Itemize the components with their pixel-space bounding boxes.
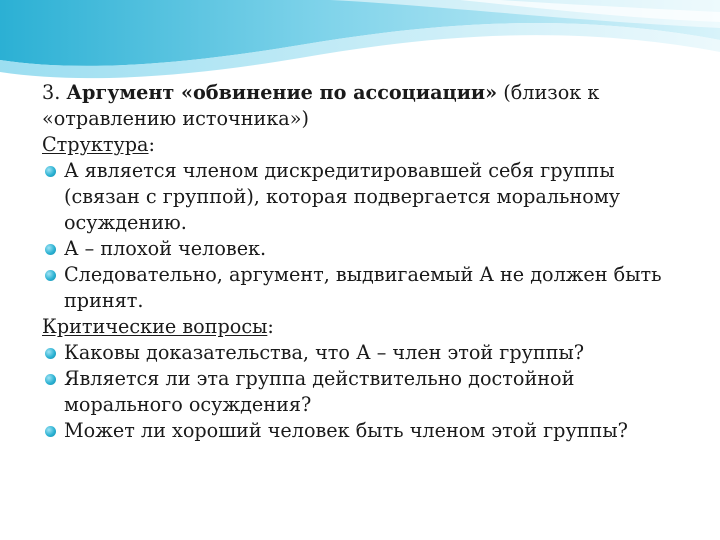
slide-content	[42, 80, 692, 444]
heading-number: 3.	[42, 81, 61, 104]
critical-question-item	[42, 340, 692, 366]
heading-note: (близок к «отравлению источника»)	[42, 81, 600, 130]
header-wave-decoration	[0, 0, 720, 90]
structure-item	[42, 158, 692, 236]
critical-question-item	[42, 418, 692, 444]
structure-item	[42, 236, 692, 262]
critical-question-item	[42, 366, 692, 418]
bullet-icon	[45, 426, 56, 437]
structure-title-colon: :	[148, 133, 155, 156]
bullet-icon	[45, 270, 56, 281]
bullet-icon	[45, 374, 56, 385]
critical-question-text: Может ли хороший человек быть членом этой группы?	[64, 419, 628, 442]
argument-heading	[42, 80, 692, 132]
structure-title	[42, 132, 692, 158]
structure-list	[42, 158, 692, 314]
structure-title-text: Структура	[42, 133, 149, 156]
structure-item-text: Следовательно, аргумент, выдвигаемый А не должен быть принят.	[64, 263, 662, 312]
critical-questions-title-colon: :	[267, 315, 274, 338]
bullet-icon	[45, 166, 56, 177]
critical-questions-list	[42, 340, 692, 444]
bullet-icon	[45, 244, 56, 255]
critical-questions-title-text: Критические вопросы	[42, 315, 268, 338]
heading-bold-title: Аргумент «обвинение по ассоциации»	[66, 81, 498, 104]
critical-question-text: Является ли эта группа действительно достойной морального осуждения?	[64, 367, 575, 416]
structure-item	[42, 262, 692, 314]
structure-item-text: А является членом дискредитировавшей себя группы (связан с группой), которая подвергается моральному осуждению.	[64, 159, 621, 234]
critical-questions-title	[42, 314, 692, 340]
bullet-icon	[45, 348, 56, 359]
structure-item-text: А – плохой человек.	[64, 237, 267, 260]
critical-question-text: Каковы доказательства, что А – член этой группы?	[64, 341, 585, 364]
